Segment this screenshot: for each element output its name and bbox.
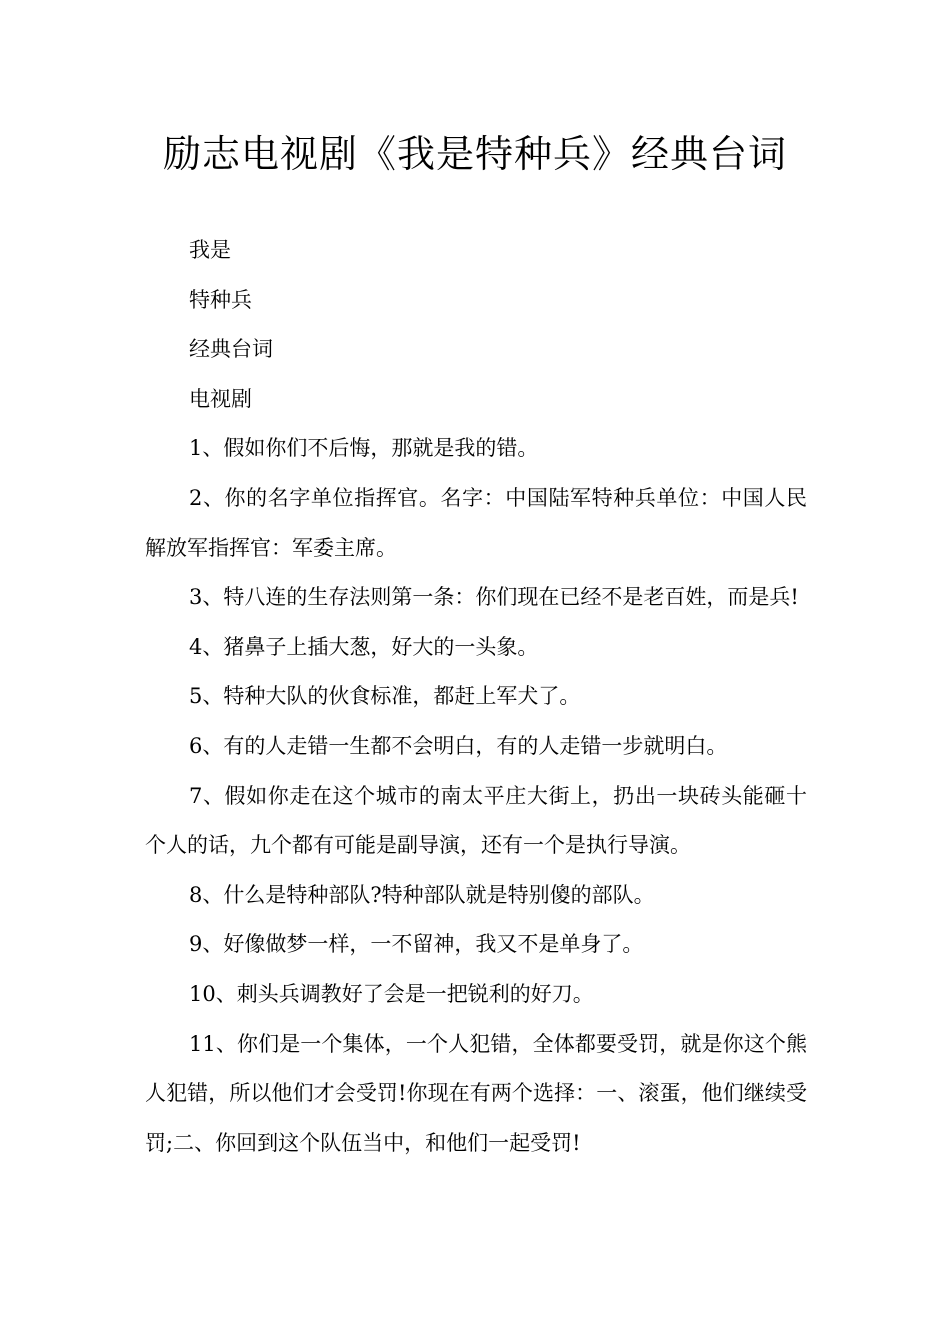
paragraph: 11、你们是一个集体，一个人犯错，全体都要受罚，就是你这个熊人犯错，所以他们才会受罚!你现在有两个选择：一、滚蛋，他们继续受罚;二、你回到这个队伍当中，和他们一起受罚! [145,1031,807,1155]
paragraph: 1、假如你们不后悔，那就是我的错。 [189,436,539,461]
paragraph: 电视剧 [189,386,252,411]
paragraph: 我是 [189,238,231,262]
paragraph: 9、好像做梦一样，一不留神，我又不是单身了。 [189,932,644,957]
paragraph: 经典台词 [189,337,273,362]
paragraph: 10、刺头兵调教好了会是一把锐利的好刀。 [189,981,594,1006]
paragraph: 3、特八连的生存法则第一条：你们现在已经不是老百姓，而是兵! [189,585,799,610]
paragraph: 8、什么是特种部队?特种部队就是特别傻的部队。 [189,882,655,907]
paragraph: 7、假如你走在这个城市的南太平庄大街上，扔出一块砖头能砸十个人的话，九个都有可能是副导演，还有一个是执行导演。 [145,783,807,858]
document-body [145,226,807,1168]
paragraph: 6、有的人走错一生都不会明白，有的人走错一步就明白。 [189,733,728,758]
paragraph: 4、猪鼻子上插大葱，好大的一头象。 [189,634,539,659]
paragraph: 特种兵 [189,287,252,312]
document-title: 励志电视剧《我是特种兵》经典台词 [162,132,787,176]
paragraph: 2、你的名字单位指挥官。名字：中国陆军特种兵单位：中国人民解放军指挥官：军委主席。 [145,485,807,560]
paragraph: 5、特种大队的伙食标准，都赶上军犬了。 [189,684,581,709]
